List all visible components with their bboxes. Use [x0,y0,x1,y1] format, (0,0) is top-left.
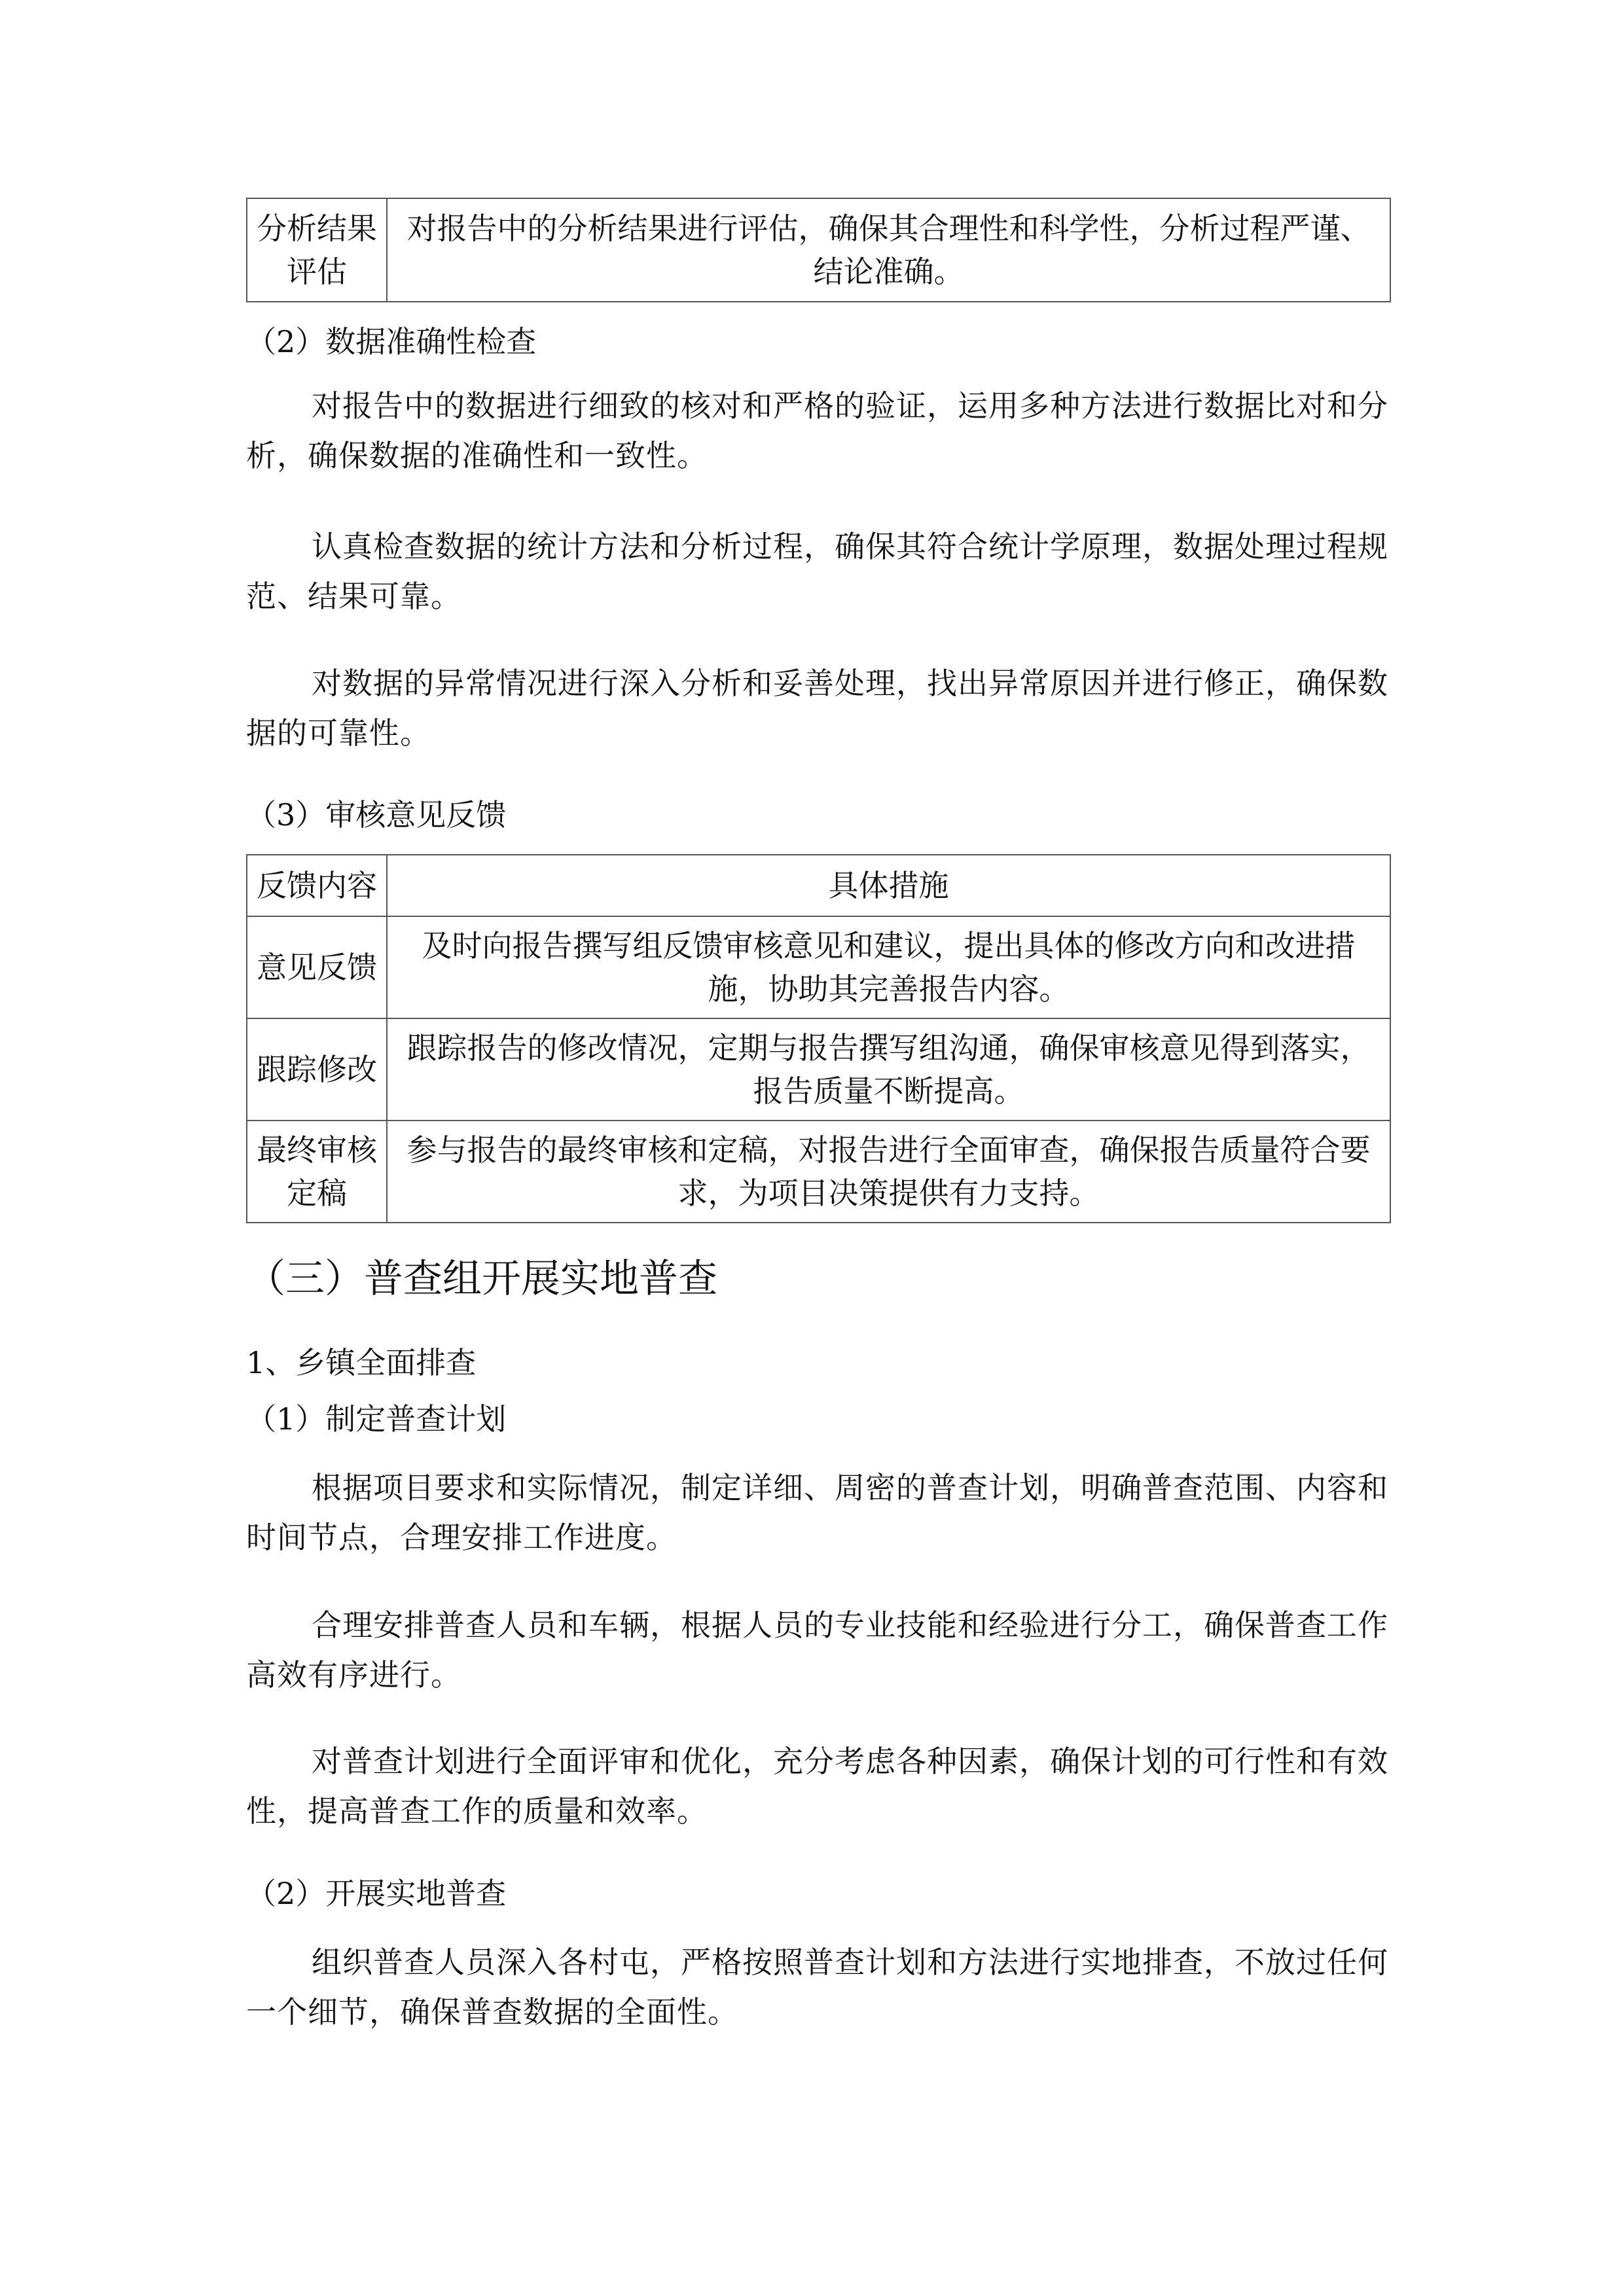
paragraph: 对数据的异常情况进行深入分析和妥善处理，找出异常原因并进行修正，确保数据的可靠性。 [246,666,1388,751]
table-header-row [247,855,1390,916]
section-heading: （三）普查组开展实地普查 [246,1256,717,1302]
item-heading: 1、乡镇全面排查 [246,1345,477,1380]
table-header-cell: 反馈内容 [247,855,387,916]
table-cell-label: 最终审核定稿 [247,1121,387,1223]
subheading-feedback: （3）审核意见反馈 [246,797,507,833]
table-cell-content: 跟踪报告的修改情况，定期与报告撰写组沟通，确保审核意见得到落实，报告质量不断提高。 [387,1018,1390,1121]
table-cell-content: 及时向报告撰写组反馈审核意见和建议，提出具体的修改方向和改进措施，协助其完善报告内容。 [387,916,1390,1018]
analysis-table [246,198,1391,302]
paragraph: 对报告中的数据进行细致的核对和严格的验证，运用多种方法进行数据比对和分析，确保数据的准确性和一致性。 [246,388,1388,473]
table-row [247,1018,1390,1121]
table-cell-content: 对报告中的分析结果进行评估，确保其合理性和科学性，分析过程严谨、结论准确。 [387,198,1390,302]
table-row [247,1121,1390,1223]
table-row [247,916,1390,1018]
table-header-cell: 具体措施 [387,855,1390,916]
paragraph: 对普查计划进行全面评审和优化，充分考虑各种因素，确保计划的可行性和有效性，提高普查工作的质量和效率。 [246,1744,1388,1829]
feedback-table [246,854,1391,1223]
table-cell-label: 意见反馈 [247,916,387,1018]
paragraph: 根据项目要求和实际情况，制定详细、周密的普查计划，明确普查范围、内容和时间节点，合理安排工作进度。 [246,1470,1388,1555]
subheading-data-accuracy: （2）数据准确性检查 [246,324,537,359]
paragraph: 组织普查人员深入各村屯，严格按照普查计划和方法进行实地排查，不放过任何一个细节，确保普查数据的全面性。 [246,1945,1388,2030]
table-row [247,198,1390,302]
table-cell-label: 跟踪修改 [247,1018,387,1121]
table-cell-label: 分析结果评估 [247,198,387,302]
paragraph: 合理安排普查人员和车辆，根据人员的专业技能和经验进行分工，确保普查工作高效有序进行。 [246,1607,1388,1693]
subheading-plan: （1）制定普查计划 [246,1401,507,1437]
paragraph: 认真检查数据的统计方法和分析过程，确保其符合统计学原理，数据处理过程规范、结果可靠。 [246,529,1388,614]
table-cell-content: 参与报告的最终审核和定稿，对报告进行全面审查，确保报告质量符合要求，为项目决策提供有力支持。 [387,1121,1390,1223]
subheading-field-survey: （2）开展实地普查 [246,1876,507,1911]
